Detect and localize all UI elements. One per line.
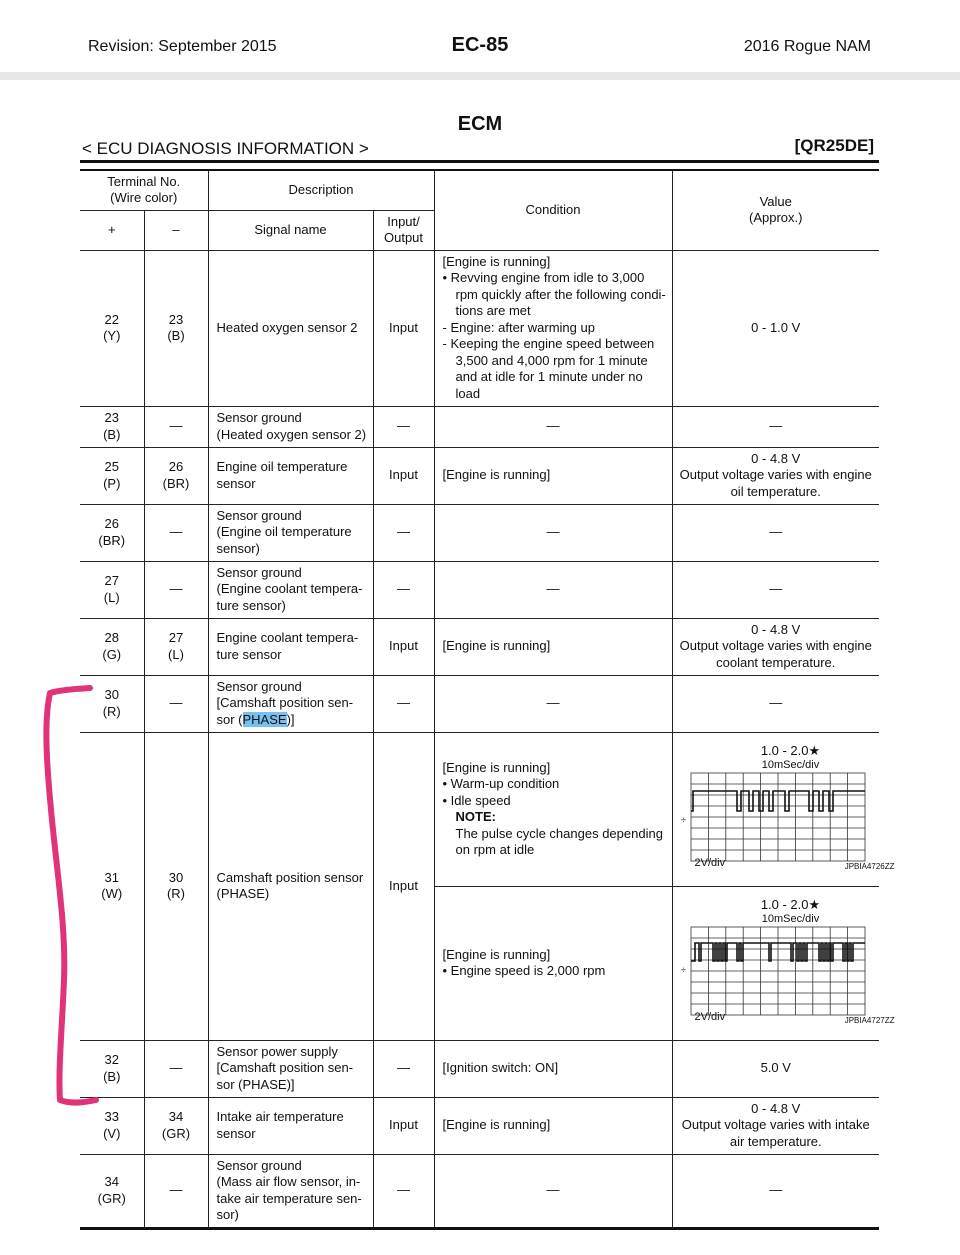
header-divider	[0, 72, 960, 80]
table-row	[80, 504, 879, 561]
table-row	[80, 1154, 879, 1228]
value-cell: 5.0 V	[672, 1040, 879, 1097]
terminal-minus: —	[144, 1154, 208, 1228]
io-cell: —	[373, 406, 434, 447]
value-cell: —	[672, 406, 879, 447]
section-title: < ECU DIAGNOSIS INFORMATION >	[82, 139, 369, 158]
plus-header: +	[80, 210, 144, 250]
table-row	[80, 675, 879, 732]
terminal-minus: 26 (BR)	[144, 447, 208, 504]
condition-cell: [Ignition switch: ON]	[434, 1040, 672, 1097]
condition-cell: [Engine is running]	[434, 1097, 672, 1154]
signal-name: Engine oil temperature sensor	[208, 447, 373, 504]
terminal-plus: 25 (P)	[80, 447, 144, 504]
io-cell: Input	[373, 447, 434, 504]
table-row	[80, 1097, 879, 1154]
io-cell: —	[373, 1040, 434, 1097]
terminal-table	[80, 169, 895, 1230]
signal-name: Sensor ground (Heated oxygen sensor 2)	[208, 406, 373, 447]
io-cell: Input	[373, 618, 434, 675]
volt-scale: 2V/div	[694, 857, 726, 870]
signal-name: Sensor power supply [Camshaft position sen- sor (PHASE)]	[208, 1040, 373, 1097]
terminal-plus: 26 (BR)	[80, 504, 144, 561]
page-code: EC-85	[451, 34, 509, 56]
signal-name: Intake air temperature sensor	[208, 1097, 373, 1154]
io-cell: Input	[373, 1097, 434, 1154]
terminal-minus: —	[144, 561, 208, 618]
condition-cell: [Engine is running] • Revving engine from idle to 3,000 rpm quickly after the following condi-tions are met - Engine: after warming up - Keeping the engine speed between 3,500 and 4,000 rpm for 1 minute and at idle for 1 minute under no load	[434, 250, 672, 406]
terminal-plus: 27 (L)	[80, 561, 144, 618]
section-rule	[80, 160, 879, 163]
terminal-minus: 30 (R)	[144, 732, 208, 1040]
condition-cell: [Engine is running]	[434, 447, 672, 504]
oscilloscope-figure	[673, 897, 909, 1030]
condition-header: Condition	[434, 170, 672, 250]
terminal-plus: 28 (G)	[80, 618, 144, 675]
condition-cell: [Engine is running] • Warm-up condition • Idle speed NOTE: The pulse cycle changes depending on rpm at idle	[434, 732, 672, 886]
selected-text-highlight[interactable]: PHASE	[242, 711, 287, 727]
value-header: Value (Approx.)	[672, 170, 879, 250]
value-cell: 0 - 4.8 V Output voltage varies with engine coolant temperature.	[672, 618, 879, 675]
waveform-2000rpm	[673, 925, 909, 1017]
terminal-minus: —	[144, 675, 208, 732]
terminal-plus: 30 (R)	[80, 675, 144, 732]
io-cell: —	[373, 561, 434, 618]
terminal-minus: —	[144, 504, 208, 561]
minus-header: –	[144, 210, 208, 250]
terminal-minus: 23 (B)	[144, 250, 208, 406]
condition-cell: —	[434, 675, 672, 732]
terminal-plus: 31 (W)	[80, 732, 144, 1040]
io-cell: Input	[373, 250, 434, 406]
value-cell: —	[672, 504, 879, 561]
table-row	[80, 561, 879, 618]
condition-cell: —	[434, 1154, 672, 1228]
terminal-plus: 22 (Y)	[80, 250, 144, 406]
table-row	[80, 406, 879, 447]
time-scale: 10mSec/div	[761, 759, 820, 772]
signal-name-header: Signal name	[208, 210, 373, 250]
io-cell: Input	[373, 732, 434, 1040]
io-cell: —	[373, 504, 434, 561]
revision-label: Revision: September 2015	[88, 38, 277, 55]
signal-name: Engine coolant tempera- ture sensor	[208, 618, 373, 675]
terminal-minus: —	[144, 1040, 208, 1097]
terminal-minus: 27 (L)	[144, 618, 208, 675]
waveform-idle	[673, 771, 909, 863]
condition-cell: [Engine is running]	[434, 618, 672, 675]
terminal-plus: 33 (V)	[80, 1097, 144, 1154]
table-row	[80, 447, 879, 504]
table-row	[80, 1040, 879, 1097]
waveform-cell	[672, 886, 895, 1040]
terminal-plus: 34 (GR)	[80, 1154, 144, 1228]
waveform-value: 1.0 - 2.0★	[760, 896, 821, 912]
svg-text:÷: ÷	[680, 815, 686, 826]
terminal-header: Terminal No. (Wire color)	[80, 170, 208, 210]
waveform-value: 1.0 - 2.0★	[760, 742, 821, 758]
document-title: ECM	[457, 113, 503, 135]
io-cell: —	[373, 675, 434, 732]
table-row	[80, 250, 879, 406]
terminal-plus: 23 (B)	[80, 406, 144, 447]
value-cell: 0 - 4.8 V Output voltage varies with intake air temperature.	[672, 1097, 879, 1154]
value-cell: 0 - 1.0 V	[672, 250, 879, 406]
signal-name: Sensor ground (Mass air flow sensor, in- take air temperature sen- sor)	[208, 1154, 373, 1228]
signal-name: Sensor ground (Engine oil temperature sensor)	[208, 504, 373, 561]
signal-name: Sensor ground (Engine coolant tempera- ture sensor)	[208, 561, 373, 618]
condition-cell: [Engine is running] • Engine speed is 2,000 rpm	[434, 886, 672, 1040]
condition-cell: —	[434, 406, 672, 447]
value-cell: 0 - 4.8 V Output voltage varies with engine oil temperature.	[672, 447, 879, 504]
signal-name: Heated oxygen sensor 2	[208, 250, 373, 406]
signal-name: Camshaft position sensor (PHASE)	[208, 732, 373, 1040]
value-cell: —	[672, 561, 879, 618]
table-row	[80, 732, 879, 886]
volt-scale: 2V/div	[694, 1011, 726, 1024]
description-header: Description	[208, 170, 434, 210]
figure-code: JPBIA4726ZZ	[844, 862, 895, 872]
page-header	[0, 0, 960, 72]
signal-name: Sensor ground [Camshaft position sen- sor (PHASE)]	[208, 675, 373, 732]
time-scale: 10mSec/div	[761, 913, 820, 926]
io-header: Input/ Output	[373, 210, 434, 250]
condition-cell: —	[434, 504, 672, 561]
value-cell: —	[672, 1154, 879, 1228]
table-row	[80, 618, 879, 675]
terminal-minus: —	[144, 406, 208, 447]
waveform-cell	[672, 732, 895, 886]
condition-cell: —	[434, 561, 672, 618]
model-label: 2016 Rogue NAM	[743, 38, 871, 55]
terminal-plus: 32 (B)	[80, 1040, 144, 1097]
engine-code: [QR25DE]	[794, 136, 874, 155]
value-cell: —	[672, 675, 879, 732]
terminal-minus: 34 (GR)	[144, 1097, 208, 1154]
svg-text:÷: ÷	[680, 965, 686, 976]
table-header-row	[80, 170, 879, 210]
figure-code: JPBIA4727ZZ	[844, 1016, 895, 1026]
oscilloscope-figure	[673, 743, 909, 876]
io-cell: —	[373, 1154, 434, 1228]
